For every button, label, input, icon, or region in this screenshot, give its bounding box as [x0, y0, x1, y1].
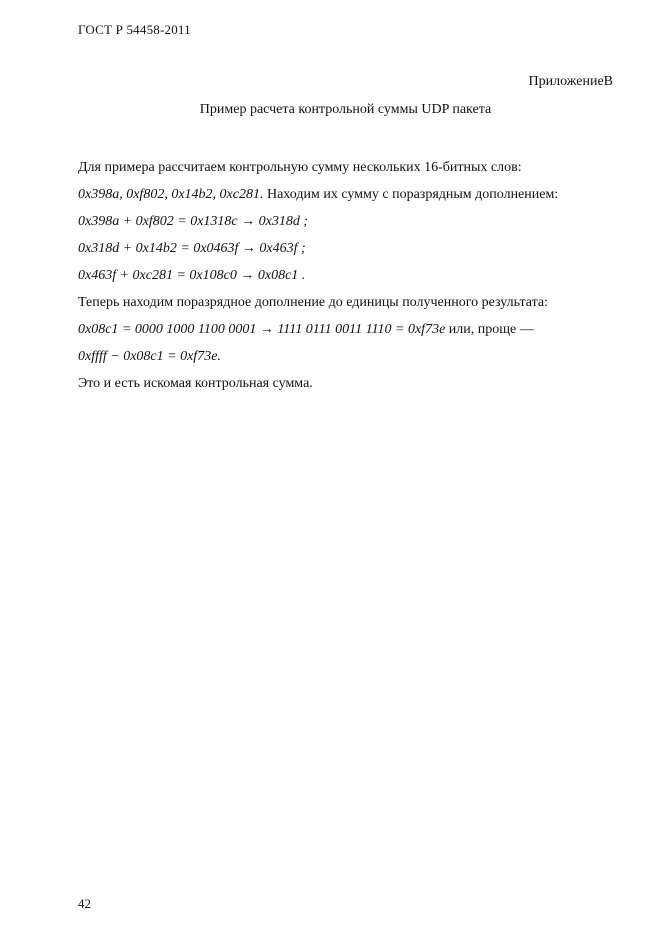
complement-simple-line [78, 343, 618, 370]
appendix-title: Пример расчета контрольной суммы UDP пакета [199, 102, 492, 117]
complement-binary-text: или, проще — [445, 322, 534, 337]
standard-code: ГОСТ Р 54458-2011 [78, 22, 191, 37]
sum-step-1 [78, 208, 618, 235]
sum-step-3-math: 0x463f + 0xc281 = 0x108c0 → 0x08c1 . [78, 268, 306, 283]
sum-step-2-math: 0x318d + 0x14b2 = 0x0463f → 0x463f ; [78, 241, 306, 256]
document-body [78, 154, 618, 397]
sum-step-2 [78, 235, 618, 262]
words-text: Находим их сумму с поразрядным дополнением: [263, 187, 559, 202]
complement-simple-math: 0xffff − 0x08c1 = 0xf73e. [78, 349, 221, 364]
sum-step-1-math: 0x398a + 0xf802 = 0x1318c → 0x318d ; [78, 214, 309, 229]
complement-binary-line [78, 316, 618, 343]
sum-step-3 [78, 262, 618, 289]
conclusion-line: Это и есть искомая контрольная сумма. [78, 376, 313, 391]
words-line [78, 181, 618, 208]
page-number: 42 [78, 896, 91, 911]
complement-intro: Теперь находим поразрядное дополнение до единицы полученного результата: [78, 295, 549, 310]
appendix-label: ПриложениеВ [528, 74, 613, 89]
intro-line: Для примера рассчитаем контрольную сумму нескольких 16-битных слов: [78, 160, 522, 175]
words-math: 0x398a, 0xf802, 0x14b2, 0xc281. [78, 187, 264, 202]
complement-binary-math: 0x08c1 = 0000 1000 1100 0001 → 1111 0111 0011 1110 = 0xf73e [78, 322, 446, 337]
